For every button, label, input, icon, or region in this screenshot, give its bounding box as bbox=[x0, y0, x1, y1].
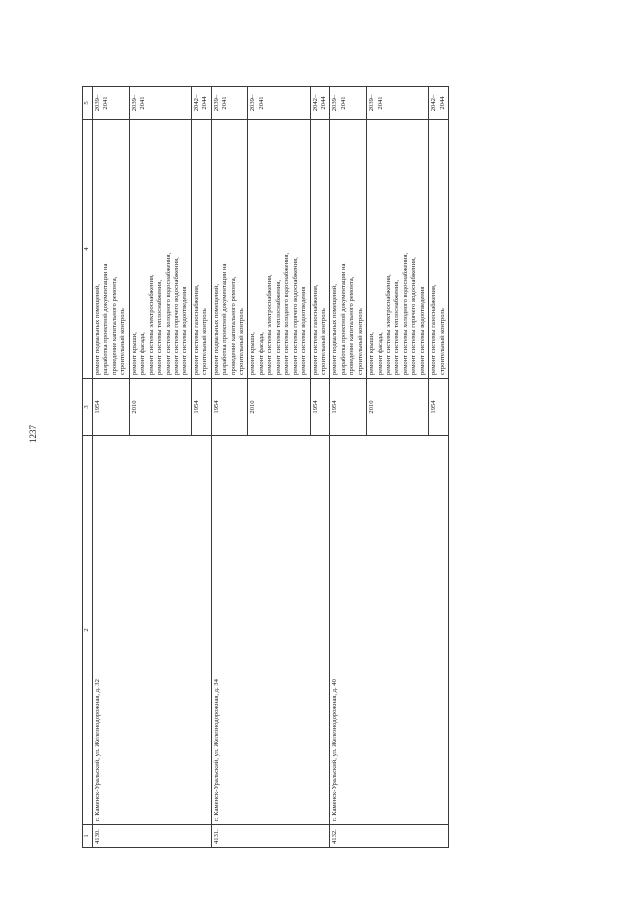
works-cell bbox=[211, 120, 248, 379]
works-cell bbox=[310, 120, 330, 379]
work-item: ремонт системы теплоснабжения, bbox=[156, 280, 164, 375]
address-cell: г. Каменск-Уральский, ул. Железнодорожная, д. 34 bbox=[211, 436, 330, 825]
work-item: строительный контроль bbox=[238, 308, 245, 375]
address-cell: г. Каменск-Уральский, ул. Железнодорожная, д. 32 bbox=[93, 436, 212, 825]
work-item: ремонт системы водоотведения bbox=[418, 286, 426, 375]
work-item: ремонт системы холодного водоснабжения, bbox=[283, 252, 291, 375]
work-item: ремонт системы горячего водоснабжения, bbox=[410, 257, 418, 375]
work-item: ремонт системы водоотведения bbox=[181, 286, 189, 375]
column-header: 4 bbox=[83, 120, 93, 379]
works-cell bbox=[93, 120, 130, 379]
work-item: ремонт фасада, bbox=[257, 332, 265, 375]
work-item: проведение капитального ремонта, bbox=[229, 276, 237, 375]
year-cell: 1954 bbox=[330, 379, 367, 436]
work-item: ремонт подвальных помещений, bbox=[94, 284, 101, 375]
work-item: проведение капитального ремонта, bbox=[110, 276, 118, 375]
work-item: ремонт системы газоснабжения, bbox=[192, 284, 200, 375]
period-cell: 2039–2041 bbox=[330, 87, 367, 120]
works-cell bbox=[248, 120, 310, 379]
year-cell: 1954 bbox=[310, 379, 330, 436]
header-row bbox=[83, 87, 93, 848]
repair-schedule-table bbox=[82, 86, 449, 848]
work-item: строительный контроль bbox=[319, 308, 327, 375]
work-item: ремонт подвальных помещений, bbox=[212, 284, 220, 375]
works-cell bbox=[429, 120, 449, 379]
work-item: ремонт крыши, bbox=[368, 332, 376, 375]
work-item: разработка проектной документации на bbox=[221, 263, 229, 375]
work-item: ремонт системы горячего водоснабжения, bbox=[172, 257, 180, 375]
column-header: 3 bbox=[83, 379, 93, 436]
period-cell: 2039–2041 bbox=[367, 87, 429, 120]
table-row bbox=[330, 87, 367, 848]
work-item: ремонт крыши, bbox=[130, 332, 138, 375]
work-item: ремонт крыши, bbox=[249, 332, 257, 375]
period-cell: 2039–2041 bbox=[93, 87, 130, 120]
page-number: 1237 bbox=[28, 425, 38, 443]
table-row bbox=[93, 87, 130, 848]
work-item: ремонт системы водоотведения bbox=[300, 286, 308, 375]
column-header: 1 bbox=[83, 825, 93, 848]
work-item: разработка проектной документации на bbox=[102, 263, 110, 375]
year-cell: 2010 bbox=[129, 379, 191, 436]
work-item: ремонт системы газоснабжения, bbox=[430, 284, 438, 375]
work-item: ремонт фасада, bbox=[376, 332, 384, 375]
work-item: ремонт системы электроснабжения, bbox=[385, 274, 392, 375]
period-cell: 2042–2044 bbox=[191, 87, 211, 120]
work-item: ремонт системы горячего водоснабжения, bbox=[291, 257, 299, 375]
period-cell: 2039–2041 bbox=[129, 87, 191, 120]
work-item: ремонт системы электроснабжения, bbox=[266, 274, 274, 375]
works-cell bbox=[191, 120, 211, 379]
table-container bbox=[82, 86, 542, 848]
work-item: ремонт системы теплоснабжения, bbox=[393, 280, 401, 375]
year-cell: 2010 bbox=[248, 379, 310, 436]
work-item: ремонт фасада, bbox=[139, 332, 147, 375]
address-cell: г. Каменск-Уральский, ул. Железнодорожная, д. 40 bbox=[330, 436, 449, 825]
work-item: ремонт системы холодного водоснабжения, bbox=[164, 252, 172, 375]
table-row bbox=[211, 87, 248, 848]
work-item: строительный контроль bbox=[356, 308, 364, 375]
row-number: 4132. bbox=[330, 825, 449, 848]
year-cell: 1954 bbox=[191, 379, 211, 436]
work-item: ремонт системы электроснабжения, bbox=[147, 274, 155, 375]
year-cell: 1954 bbox=[211, 379, 248, 436]
year-cell: 1954 bbox=[93, 379, 130, 436]
work-item: проведение капитального ремонта, bbox=[348, 276, 356, 375]
work-item: ремонт подвальных помещений, bbox=[331, 284, 339, 375]
work-item: строительный контроль bbox=[201, 308, 209, 375]
work-item: строительный контроль bbox=[438, 308, 446, 375]
works-cell bbox=[129, 120, 191, 379]
works-cell bbox=[330, 120, 367, 379]
work-item: ремонт системы газоснабжения, bbox=[311, 284, 319, 375]
works-cell bbox=[367, 120, 429, 379]
work-item: разработка проектной документации на bbox=[339, 263, 347, 375]
row-number: 4131. bbox=[211, 825, 330, 848]
work-item: строительный контроль bbox=[119, 308, 127, 375]
period-cell: 2039–2041 bbox=[248, 87, 310, 120]
row-number: 4130. bbox=[93, 825, 212, 848]
period-cell: 2042–2044 bbox=[310, 87, 330, 120]
column-header: 5 bbox=[83, 87, 93, 120]
period-cell: 2042–2044 bbox=[429, 87, 449, 120]
work-item: ремонт системы холодного водоснабжения, bbox=[401, 252, 409, 375]
year-cell: 1954 bbox=[429, 379, 449, 436]
year-cell: 2010 bbox=[367, 379, 429, 436]
period-cell: 2039–2041 bbox=[211, 87, 248, 120]
column-header: 2 bbox=[83, 436, 93, 825]
work-item: ремонт системы теплоснабжения, bbox=[274, 280, 282, 375]
table-body bbox=[93, 87, 449, 848]
